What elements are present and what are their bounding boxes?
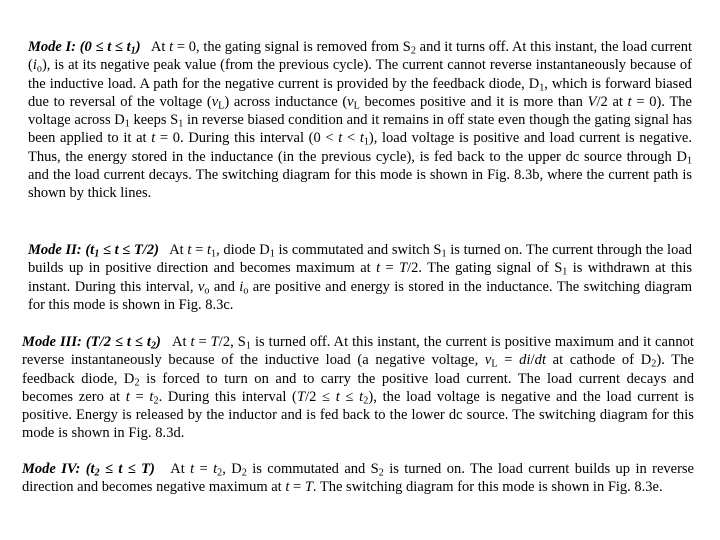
subscript: 1 [441, 248, 447, 260]
subscript: 2 [153, 395, 159, 407]
subscript: 2 [217, 467, 223, 479]
italic-symbol: t [359, 130, 364, 147]
italic-symbol: v [484, 352, 492, 369]
subscript: 1 [562, 266, 568, 278]
subscript: 2 [651, 358, 657, 370]
mode-3-body: At t = T/2, $S_1$ is turned off. At this instant, the current is positive maximum and it cannot reverse instantaneously because of the inductive load (a negative voltage, $v_L = di/dt$ at cathode of $D_2$). The feedback diode, $D_2$ is forced to turn on and to carry the positive load current. The load current decays and becomes zero at $t = t_2$. During this interval $(T/2 \le t \le t_2)$, the load voltage is negative and the load current is positive. Energy is released by the inductor and is fed back to the lower dc source. The switching diagram for this mode is shown in Fig. 8.3d. [22, 334, 695, 442]
italic-symbol: t [125, 388, 130, 405]
italic-symbol: dt [534, 352, 547, 369]
mode-2-paragraph [28, 241, 692, 314]
italic-symbol: v [197, 278, 205, 295]
mode-1-paragraph [28, 38, 692, 203]
italic-symbol: T [399, 260, 408, 277]
subscript: L [353, 100, 360, 112]
italic-symbol: t [169, 39, 174, 55]
italic-symbol: i [32, 57, 37, 74]
italic-symbol: t [213, 461, 218, 477]
italic-symbol: T [296, 388, 306, 405]
mode-4-body: At $t = t_2$, $D_2$ is commutated and $S_2$ is turned on. The load current builds up in reverse direction and becomes negative maximum at t = T. The switching diagram for this mode is shown in Fig. 8.3e. [22, 461, 694, 496]
italic-symbol: t [151, 130, 156, 147]
subscript: o [36, 63, 42, 75]
subscript: 1 [124, 118, 130, 130]
subscript: 1 [178, 118, 184, 130]
subscript: L [218, 100, 225, 112]
subscript: 1 [539, 82, 545, 94]
mode-3-paragraph [22, 333, 694, 443]
italic-symbol: t [149, 388, 154, 405]
italic-symbol: t [190, 334, 195, 350]
italic-symbol: i [239, 278, 244, 295]
mode-2-body: At $t = t_1$, diode $D_1$ is commutated and switch $S_1$ is turned on. The current through the load builds up in positive direction and becomes maximum at t = T/2. The gating signal of $S_1$ is withdrawn at this instant. During this interval, $v_o$ and $i_o$ are positive and energy is stored in the inductance. The switching diagram for this mode is shown in Fig. 8.3c. [28, 242, 693, 313]
italic-symbol: t [187, 242, 192, 258]
subscript: 1 [245, 340, 252, 352]
subscript: 1 [363, 137, 369, 149]
subscript: 1 [269, 248, 275, 260]
subscript: 1 [686, 155, 692, 167]
mode-2-heading: Mode II: $(t_1 \le t \le T/2)$ [28, 242, 159, 260]
italic-symbol: di [519, 352, 531, 369]
subscript: 2 [241, 467, 247, 479]
mode-4-paragraph [22, 460, 694, 497]
italic-symbol: T [304, 479, 313, 496]
italic-symbol: t [206, 242, 212, 258]
italic-symbol: t [338, 130, 343, 147]
subscript: 2 [378, 467, 384, 479]
subscript: 2 [134, 377, 140, 389]
italic-symbol: t [285, 479, 290, 496]
subscript: 2 [410, 45, 416, 57]
subscript: 2 [363, 395, 369, 407]
italic-symbol: v [347, 93, 354, 110]
mode-1-heading: Mode I: $(0 \le t \le t_1)$ [28, 39, 141, 57]
subscript: L [491, 358, 498, 370]
italic-symbol: t [627, 93, 632, 110]
mode-1-body: At t = 0, the gating signal is removed from $S_2$ and it turns off. At this instant, the load current $(i_o)$, is at its negative peak value (from the previous cycle). The current cannot reverse instantaneously because of the inductive load. A path for the negative current is provided by the feedback diode, $D_1$, which is forward biased due to reversal of the voltage $(v_L)$ across inductance ($v_L$ becomes positive and it is more than V/2 at t = 0). The voltage across $D_1$ keeps $S_1$ in reverse biased condition and it remains in off state even though the gating signal has been applied to it at t = 0. During this interval $(0 < t < t_1)$, load voltage is positive and load current is negative. Thus, the energy stored in the inductance (in the previous cycle), is fed back to the upper dc source through $D_1$ and the load current decays. The switching diagram for this mode is shown in Fig. 8.3b, where the current path is shown by thick lines. [28, 39, 692, 202]
mode-3-heading: Mode III: $(T/2 \le t \le t_2)$ [22, 334, 161, 352]
italic-symbol: t [376, 260, 381, 277]
italic-symbol: T [210, 334, 219, 350]
italic-symbol: V [587, 93, 597, 110]
italic-symbol: t [190, 461, 195, 477]
subscript: o [243, 285, 249, 297]
mode-4-heading: Mode IV: $(t_2 \le t \le T)$ [22, 461, 155, 479]
subscript: 1 [211, 248, 217, 260]
italic-symbol: t [359, 388, 364, 405]
italic-symbol: v [211, 93, 219, 110]
subscript: o [204, 285, 210, 297]
italic-symbol: t [335, 388, 340, 405]
